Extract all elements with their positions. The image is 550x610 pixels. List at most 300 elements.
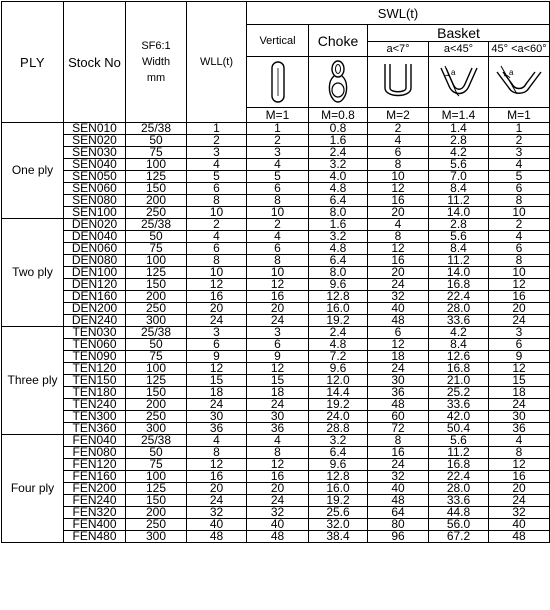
basket-2-cell: 28.0 — [429, 303, 489, 315]
width-cell: 75 — [126, 243, 187, 255]
wll-cell: 30 — [187, 411, 247, 423]
m-vertical: M=1 — [247, 108, 309, 123]
table-row — [2, 267, 550, 279]
stock-no-cell: FEN120 — [64, 459, 126, 471]
basket-3-cell: 6 — [489, 243, 550, 255]
table-row — [2, 375, 550, 387]
wll-cell: 6 — [187, 243, 247, 255]
table-row — [2, 231, 550, 243]
basket-2-cell: 5.6 — [429, 231, 489, 243]
stock-no-cell: DEN060 — [64, 243, 126, 255]
stock-no-cell: FEN160 — [64, 471, 126, 483]
stock-no-cell: SEN050 — [64, 171, 126, 183]
basket-2-cell: 33.6 — [429, 315, 489, 327]
basket-3-cell: 4 — [489, 231, 550, 243]
basket-1-cell: 32 — [368, 291, 429, 303]
vertical-cell: 10 — [247, 267, 309, 279]
basket-3-cell: 12 — [489, 459, 550, 471]
basket-3-cell: 3 — [489, 147, 550, 159]
stock-no-cell: TEN360 — [64, 423, 126, 435]
basket-2-cell: 4.2 — [429, 327, 489, 339]
basket-3-cell: 24 — [489, 315, 550, 327]
wll-cell: 4 — [187, 435, 247, 447]
choke-cell: 2.4 — [309, 327, 368, 339]
vertical-cell: 10 — [247, 207, 309, 219]
width-cell: 75 — [126, 147, 187, 159]
vertical-cell: 20 — [247, 483, 309, 495]
vertical-cell: 30 — [247, 411, 309, 423]
vertical-cell: 6 — [247, 339, 309, 351]
vertical-cell: 24 — [247, 399, 309, 411]
stock-no-cell: TEN060 — [64, 339, 126, 351]
choke-cell: 4.0 — [309, 171, 368, 183]
choke-cell: 32.0 — [309, 519, 368, 531]
table-row — [2, 447, 550, 459]
width-cell: 250 — [126, 303, 187, 315]
width-cell: 100 — [126, 363, 187, 375]
wll-cell: 9 — [187, 351, 247, 363]
wll-cell: 6 — [187, 183, 247, 195]
vertical-cell: 18 — [247, 387, 309, 399]
vertical-cell: 8 — [247, 447, 309, 459]
table-row — [2, 507, 550, 519]
stock-no-cell: FEN200 — [64, 483, 126, 495]
table-row — [2, 411, 550, 423]
vertical-cell: 4 — [247, 159, 309, 171]
stock-no-cell: TEN300 — [64, 411, 126, 423]
basket-1-cell: 60 — [368, 411, 429, 423]
basket-2-cell: 12.6 — [429, 351, 489, 363]
stock-no-cell: TEN090 — [64, 351, 126, 363]
basket-3-cell: 24 — [489, 495, 550, 507]
basket-2-cell: 22.4 — [429, 471, 489, 483]
basket-2-cell: 33.6 — [429, 399, 489, 411]
basket-3-cell: 48 — [489, 531, 550, 543]
basket-2-cell: 5.6 — [429, 435, 489, 447]
wll-cell: 3 — [187, 147, 247, 159]
choke-cell: 24.0 — [309, 411, 368, 423]
table-row — [2, 363, 550, 375]
angle-45-header: a<45° — [429, 42, 489, 57]
stock-no-cell: DEN100 — [64, 267, 126, 279]
stock-no-cell: TEN150 — [64, 375, 126, 387]
basket-1-cell: 72 — [368, 423, 429, 435]
wll-cell: 3 — [187, 327, 247, 339]
table-row — [2, 123, 550, 135]
table-row — [2, 387, 550, 399]
choke-cell: 9.6 — [309, 363, 368, 375]
vertical-cell: 9 — [247, 351, 309, 363]
wll-cell: 6 — [187, 339, 247, 351]
basket-1-cell: 36 — [368, 387, 429, 399]
table-row — [2, 459, 550, 471]
basket-1-cell: 6 — [368, 327, 429, 339]
basket-3-cell: 20 — [489, 483, 550, 495]
width-cell: 50 — [126, 135, 187, 147]
choke-cell: 6.4 — [309, 195, 368, 207]
choke-cell: 38.4 — [309, 531, 368, 543]
stock-no-cell: DEN040 — [64, 231, 126, 243]
ply-group-label: Two ply — [2, 219, 64, 327]
stock-no-cell: DEN160 — [64, 291, 126, 303]
basket-1-cell: 8 — [368, 231, 429, 243]
basket-2-cell: 50.4 — [429, 423, 489, 435]
vertical-cell: 15 — [247, 375, 309, 387]
table-row — [2, 327, 550, 339]
table-row — [2, 135, 550, 147]
choke-cell: 9.6 — [309, 459, 368, 471]
table-row — [2, 159, 550, 171]
vertical-cell: 16 — [247, 471, 309, 483]
basket-2-cell: 67.2 — [429, 531, 489, 543]
choke-header: Choke — [309, 25, 368, 57]
vertical-cell: 4 — [247, 435, 309, 447]
choke-cell: 19.2 — [309, 315, 368, 327]
basket-3-cell: 2 — [489, 219, 550, 231]
stock-no-cell: SEN060 — [64, 183, 126, 195]
basket-1-cell: 32 — [368, 471, 429, 483]
width-cell: 150 — [126, 279, 187, 291]
choke-cell: 25.6 — [309, 507, 368, 519]
choke-cell: 4.8 — [309, 339, 368, 351]
stock-no-cell: TEN240 — [64, 399, 126, 411]
width-cell: 150 — [126, 183, 187, 195]
basket-2-cell: 11.2 — [429, 255, 489, 267]
width-cell: 75 — [126, 351, 187, 363]
basket-2-cell: 14.0 — [429, 207, 489, 219]
basket-2-cell: 8.4 — [429, 339, 489, 351]
width-cell: 75 — [126, 459, 187, 471]
basket-3-cell: 15 — [489, 375, 550, 387]
basket-3-cell: 32 — [489, 507, 550, 519]
vertical-cell: 2 — [247, 219, 309, 231]
table-row — [2, 291, 550, 303]
stock-no-cell: SEN040 — [64, 159, 126, 171]
choke-cell: 1.6 — [309, 135, 368, 147]
basket-3-cell: 10 — [489, 267, 550, 279]
basket-2-cell: 33.6 — [429, 495, 489, 507]
wll-cell: 8 — [187, 195, 247, 207]
table-row — [2, 243, 550, 255]
basket-hitch-45-icon — [429, 57, 489, 108]
wll-cell: 20 — [187, 483, 247, 495]
basket-1-cell: 12 — [368, 339, 429, 351]
vertical-cell: 36 — [247, 423, 309, 435]
vertical-cell: 40 — [247, 519, 309, 531]
table-row — [2, 147, 550, 159]
basket-3-cell: 1 — [489, 123, 550, 135]
wll-cell: 4 — [187, 231, 247, 243]
wll-cell: 16 — [187, 471, 247, 483]
sf-label: SF6:1 — [141, 40, 171, 52]
m-basket-2: M=1.4 — [429, 108, 489, 123]
choke-cell: 12.0 — [309, 375, 368, 387]
basket-1-cell: 48 — [368, 315, 429, 327]
width-cell: 250 — [126, 411, 187, 423]
basket-2-cell: 14.0 — [429, 267, 489, 279]
basket-1-cell: 16 — [368, 447, 429, 459]
choke-cell: 28.8 — [309, 423, 368, 435]
basket-hitch-60-icon — [489, 57, 550, 108]
basket-3-cell: 24 — [489, 399, 550, 411]
table-row — [2, 495, 550, 507]
basket-3-cell: 5 — [489, 171, 550, 183]
basket-1-cell: 8 — [368, 435, 429, 447]
stock-no-cell: DEN020 — [64, 219, 126, 231]
basket-3-cell: 9 — [489, 351, 550, 363]
basket-1-cell: 40 — [368, 483, 429, 495]
width-cell: 250 — [126, 519, 187, 531]
basket-3-cell: 36 — [489, 423, 550, 435]
basket-3-cell: 30 — [489, 411, 550, 423]
basket-2-cell: 7.0 — [429, 171, 489, 183]
swl-header: SWL(t) — [247, 2, 550, 25]
choke-cell: 9.6 — [309, 279, 368, 291]
stock-no-cell: FEN480 — [64, 531, 126, 543]
table-row — [2, 207, 550, 219]
basket-hitch-vertical-icon — [368, 57, 429, 108]
table-row — [2, 303, 550, 315]
basket-1-cell: 64 — [368, 507, 429, 519]
width-cell: 300 — [126, 423, 187, 435]
basket-3-cell: 4 — [489, 435, 550, 447]
basket-2-cell: 44.8 — [429, 507, 489, 519]
stock-no-cell: DEN120 — [64, 279, 126, 291]
vertical-sling-icon — [247, 57, 309, 108]
stock-no-cell: DEN240 — [64, 315, 126, 327]
table-row — [2, 255, 550, 267]
stock-no-cell: TEN030 — [64, 327, 126, 339]
choke-cell: 4.8 — [309, 183, 368, 195]
stock-no-cell: FEN400 — [64, 519, 126, 531]
table-row — [2, 339, 550, 351]
basket-3-cell: 40 — [489, 519, 550, 531]
basket-2-cell: 28.0 — [429, 483, 489, 495]
wll-cell: 20 — [187, 303, 247, 315]
basket-2-cell: 21.0 — [429, 375, 489, 387]
width-cell: 100 — [126, 471, 187, 483]
basket-1-cell: 10 — [368, 171, 429, 183]
basket-2-cell: 1.4 — [429, 123, 489, 135]
wll-cell: 12 — [187, 279, 247, 291]
vertical-cell: 8 — [247, 195, 309, 207]
choke-cell: 19.2 — [309, 399, 368, 411]
vertical-header: Vertical — [247, 25, 309, 57]
stock-no-cell: FEN080 — [64, 447, 126, 459]
wll-cell: 2 — [187, 219, 247, 231]
choke-cell: 6.4 — [309, 447, 368, 459]
wll-cell: 15 — [187, 375, 247, 387]
stock-no-cell: DEN080 — [64, 255, 126, 267]
choke-cell: 2.4 — [309, 147, 368, 159]
wll-cell: 12 — [187, 459, 247, 471]
basket-3-cell: 12 — [489, 279, 550, 291]
basket-3-cell: 6 — [489, 339, 550, 351]
table-row — [2, 471, 550, 483]
width-cell: 200 — [126, 507, 187, 519]
stock-no-cell: TEN120 — [64, 363, 126, 375]
wll-cell: 10 — [187, 267, 247, 279]
choke-cell: 7.2 — [309, 351, 368, 363]
choke-cell: 3.2 — [309, 159, 368, 171]
basket-3-cell: 3 — [489, 327, 550, 339]
basket-1-cell: 20 — [368, 267, 429, 279]
table-row — [2, 531, 550, 543]
width-cell: 125 — [126, 171, 187, 183]
choke-cell: 3.2 — [309, 231, 368, 243]
basket-3-cell: 8 — [489, 447, 550, 459]
basket-1-cell: 48 — [368, 495, 429, 507]
width-cell: 200 — [126, 195, 187, 207]
vertical-cell: 6 — [247, 183, 309, 195]
ply-group-label: Three ply — [2, 327, 64, 435]
table-row — [2, 195, 550, 207]
width-cell: 200 — [126, 291, 187, 303]
wll-cell: 32 — [187, 507, 247, 519]
width-label: Width — [141, 56, 171, 68]
vertical-cell: 5 — [247, 171, 309, 183]
vertical-cell: 12 — [247, 459, 309, 471]
vertical-cell: 12 — [247, 363, 309, 375]
basket-3-cell: 6 — [489, 183, 550, 195]
basket-2-cell: 4.2 — [429, 147, 489, 159]
basket-1-cell: 24 — [368, 279, 429, 291]
basket-3-cell: 10 — [489, 207, 550, 219]
wll-cell: 48 — [187, 531, 247, 543]
angle-7-header: a<7° — [368, 42, 429, 57]
basket-2-cell: 22.4 — [429, 291, 489, 303]
basket-2-cell: 2.8 — [429, 135, 489, 147]
basket-1-cell: 20 — [368, 207, 429, 219]
vertical-cell: 3 — [247, 327, 309, 339]
table-row — [2, 399, 550, 411]
vertical-cell: 2 — [247, 135, 309, 147]
basket-2-cell: 16.8 — [429, 279, 489, 291]
choke-cell: 0.8 — [309, 123, 368, 135]
vertical-cell: 3 — [247, 147, 309, 159]
m-basket-1: M=2 — [368, 108, 429, 123]
basket-header: Basket — [368, 25, 550, 42]
basket-3-cell: 12 — [489, 363, 550, 375]
stock-no-header: Stock No — [64, 2, 126, 123]
basket-1-cell: 4 — [368, 135, 429, 147]
basket-1-cell: 12 — [368, 243, 429, 255]
choke-cell: 1.6 — [309, 219, 368, 231]
basket-2-cell: 5.6 — [429, 159, 489, 171]
basket-1-cell: 16 — [368, 255, 429, 267]
basket-2-cell: 8.4 — [429, 183, 489, 195]
choke-cell: 14.4 — [309, 387, 368, 399]
width-cell: 50 — [126, 339, 187, 351]
basket-1-cell: 80 — [368, 519, 429, 531]
basket-1-cell: 6 — [368, 147, 429, 159]
choke-cell: 16.0 — [309, 483, 368, 495]
basket-1-cell: 24 — [368, 363, 429, 375]
basket-1-cell: 16 — [368, 195, 429, 207]
basket-2-cell: 25.2 — [429, 387, 489, 399]
stock-no-cell: DEN200 — [64, 303, 126, 315]
unit-label: mm — [146, 72, 166, 84]
basket-1-cell: 4 — [368, 219, 429, 231]
choke-hitch-icon — [309, 57, 368, 108]
wll-cell: 10 — [187, 207, 247, 219]
basket-2-cell: 8.4 — [429, 243, 489, 255]
angle-60-header: 45° <a<60° — [489, 42, 550, 57]
width-cell: 150 — [126, 387, 187, 399]
table-row — [2, 423, 550, 435]
swl-table — [1, 1, 550, 543]
basket-2-cell: 16.8 — [429, 459, 489, 471]
m-choke: M=0.8 — [309, 108, 368, 123]
table-row — [2, 435, 550, 447]
basket-3-cell: 4 — [489, 159, 550, 171]
ply-group-label: Four ply — [2, 435, 64, 543]
vertical-cell: 48 — [247, 531, 309, 543]
basket-1-cell: 96 — [368, 531, 429, 543]
vertical-cell: 6 — [247, 243, 309, 255]
choke-cell: 8.0 — [309, 207, 368, 219]
stock-no-cell: SEN080 — [64, 195, 126, 207]
width-cell: 100 — [126, 159, 187, 171]
table-row — [2, 219, 550, 231]
width-cell: 300 — [126, 531, 187, 543]
choke-cell: 19.2 — [309, 495, 368, 507]
width-cell: 250 — [126, 207, 187, 219]
table-body — [2, 123, 550, 543]
stock-no-cell: FEN040 — [64, 435, 126, 447]
basket-3-cell: 20 — [489, 303, 550, 315]
vertical-cell: 24 — [247, 495, 309, 507]
choke-cell: 8.0 — [309, 267, 368, 279]
angle-letter: a — [509, 68, 514, 77]
stock-no-cell: SEN030 — [64, 147, 126, 159]
basket-1-cell: 12 — [368, 183, 429, 195]
table-row — [2, 315, 550, 327]
width-cell: 150 — [126, 495, 187, 507]
stock-no-cell: FEN240 — [64, 495, 126, 507]
basket-1-cell: 24 — [368, 459, 429, 471]
stock-no-cell: SEN010 — [64, 123, 126, 135]
vertical-cell: 16 — [247, 291, 309, 303]
wll-cell: 12 — [187, 363, 247, 375]
table-row — [2, 171, 550, 183]
choke-cell: 16.0 — [309, 303, 368, 315]
width-cell: 50 — [126, 447, 187, 459]
basket-3-cell: 16 — [489, 291, 550, 303]
basket-1-cell: 18 — [368, 351, 429, 363]
table-header — [2, 2, 550, 123]
stock-no-cell: SEN020 — [64, 135, 126, 147]
wll-cell: 24 — [187, 399, 247, 411]
width-cell: 25/38 — [126, 435, 187, 447]
vertical-cell: 20 — [247, 303, 309, 315]
vertical-cell: 1 — [247, 123, 309, 135]
wll-cell: 8 — [187, 255, 247, 267]
choke-cell: 4.8 — [309, 243, 368, 255]
table-row — [2, 279, 550, 291]
basket-2-cell: 11.2 — [429, 447, 489, 459]
choke-cell: 3.2 — [309, 435, 368, 447]
width-cell: 125 — [126, 375, 187, 387]
table-row — [2, 183, 550, 195]
wll-cell: 4 — [187, 159, 247, 171]
vertical-cell: 12 — [247, 279, 309, 291]
basket-3-cell: 16 — [489, 471, 550, 483]
width-cell: 25/38 — [126, 219, 187, 231]
vertical-cell: 24 — [247, 315, 309, 327]
vertical-cell: 4 — [247, 231, 309, 243]
wll-cell: 2 — [187, 135, 247, 147]
